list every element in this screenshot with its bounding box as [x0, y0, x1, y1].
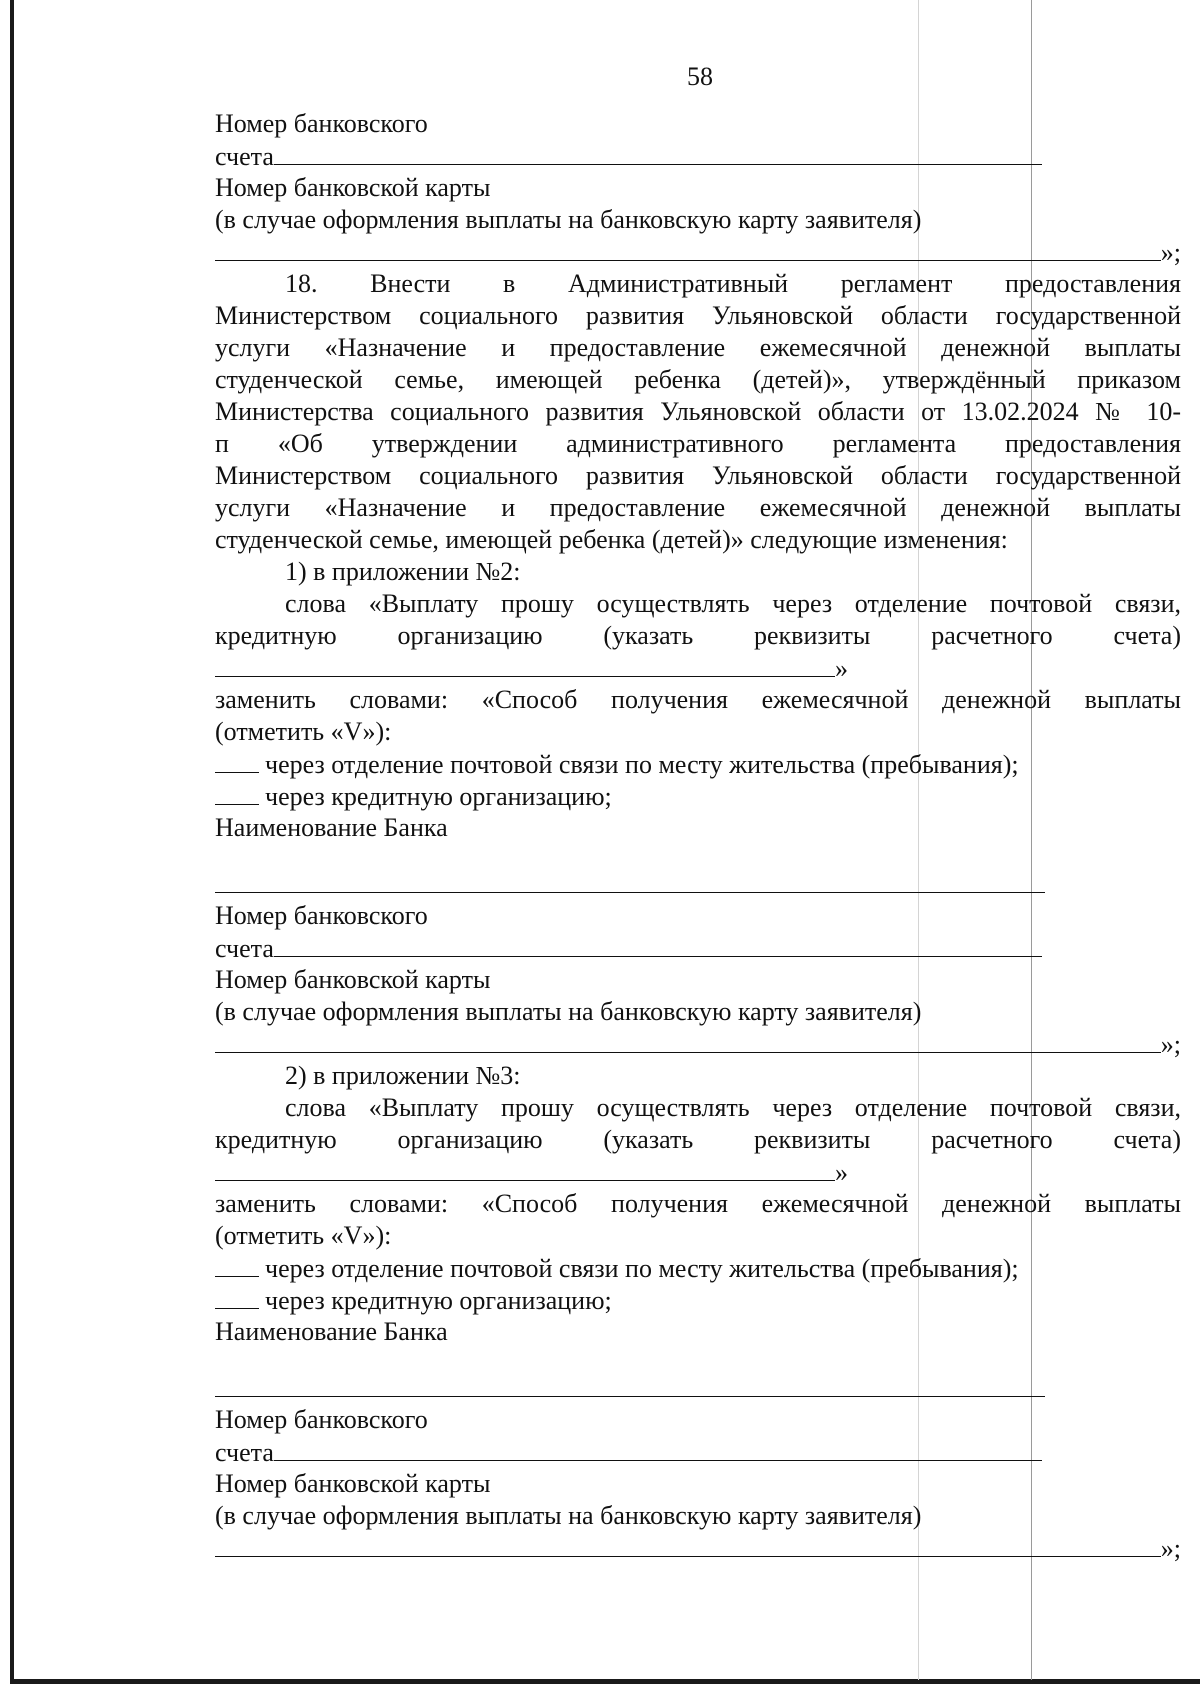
closing-quote: »; — [1160, 238, 1181, 267]
document-body — [215, 108, 1181, 1564]
sub1-replace-line: (отметить «V»): — [215, 717, 392, 746]
sub2-words-line: слова «Выплату прошу осуществлять через отделение почтовой связи, — [285, 1093, 1181, 1122]
card-label: Номер банковской карты — [215, 173, 491, 202]
sub1-card-note: (в случае оформления выплаты на банковскую карту заявителя) — [215, 997, 922, 1026]
sub2-replace-line: заменить словами: «Способ получения ежемесячной денежной выплаты — [215, 1189, 1181, 1218]
account-field-row — [215, 1436, 1181, 1468]
page-number: 58 — [687, 62, 713, 91]
item18-line: Министерством социального развития Ульяновской области государственной — [215, 301, 1181, 330]
option-label: через отделение почтовой связи по месту жительства (пребывания); — [265, 1254, 1019, 1283]
item18-line: студенческой семье, имеющей ребенка (детей)», утверждённый приказом — [215, 365, 1181, 394]
account-blank — [274, 1436, 1042, 1461]
requisites-blank — [215, 652, 835, 677]
account-field-row — [215, 932, 1181, 964]
item18-line: услуги «Назначение и предоставление ежемесячной денежной выплаты — [215, 493, 1181, 522]
quote-close: » — [835, 1158, 848, 1187]
checkbox-blank — [215, 748, 259, 773]
option-label: через отделение почтовой связи по месту жительства (пребывания); — [265, 750, 1019, 779]
account-label: Номер банковского — [215, 109, 428, 138]
card-blank — [215, 236, 1161, 261]
account-blank — [274, 140, 1042, 165]
item18-line: п «Об утверждении административного регламента предоставления — [215, 429, 1181, 458]
card-field-row — [215, 1028, 1181, 1060]
sub2-option-post — [215, 1252, 1181, 1284]
bank-blank — [215, 868, 1045, 893]
item18-line: услуги «Назначение и предоставление ежемесячной денежной выплаты — [215, 333, 1181, 362]
checkbox-blank — [215, 1284, 259, 1309]
closing-quote: »; — [1160, 1030, 1181, 1059]
bank-blank — [215, 1372, 1045, 1397]
sub1-bank-label: Наименование Банка — [215, 813, 448, 842]
bank-field-row — [215, 868, 1181, 900]
sub1-option-credit — [215, 780, 1181, 812]
quote-close: » — [835, 654, 848, 683]
sub2-card-label: Номер банковской карты — [215, 1469, 491, 1498]
option-label: через кредитную организацию; — [265, 1286, 612, 1315]
scan-border-bottom — [10, 1679, 1200, 1684]
item18-line: Министерства социального развития Ульяновской области от 13.02.2024 № 10- — [215, 397, 1181, 426]
sub1-card-label: Номер банковской карты — [215, 965, 491, 994]
requisites-blank — [215, 1156, 835, 1181]
account-word: счета — [215, 142, 274, 171]
sub2-account-label: Номер банковского — [215, 1405, 428, 1434]
account-blank — [274, 932, 1042, 957]
sub2-quote-row — [215, 1156, 1181, 1188]
scan-border-left — [10, 0, 14, 1682]
checkbox-blank — [215, 780, 259, 805]
sub2-card-note: (в случае оформления выплаты на банковскую карту заявителя) — [215, 1501, 922, 1530]
account-field-row — [215, 140, 1181, 172]
sub1-words-line: слова «Выплату прошу осуществлять через отделение почтовой связи, — [285, 589, 1181, 618]
sub1-option-post — [215, 748, 1181, 780]
checkbox-blank — [215, 1252, 259, 1277]
card-field-row — [215, 1532, 1181, 1564]
sub2-bank-label: Наименование Банка — [215, 1317, 448, 1346]
card-note: (в случае оформления выплаты на банковскую карту заявителя) — [215, 205, 922, 234]
sub2-option-credit — [215, 1284, 1181, 1316]
option-label: через кредитную организацию; — [265, 782, 612, 811]
item18-line: студенческой семье, имеющей ребенка (детей)» следующие изменения: — [215, 525, 1008, 554]
sub2-replace-line: (отметить «V»): — [215, 1221, 392, 1250]
sub1-account-label: Номер банковского — [215, 901, 428, 930]
card-field-row — [215, 236, 1181, 268]
sub1-replace-line: заменить словами: «Способ получения ежемесячной денежной выплаты — [215, 685, 1181, 714]
sub2-words-line: кредитную организацию (указать реквизиты расчетного счета) — [215, 1125, 1181, 1154]
item18-line: 18. Внести в Административный регламент предоставления — [285, 269, 1181, 298]
card-blank — [215, 1532, 1161, 1557]
sub1-heading: 1) в приложении №2: — [285, 557, 521, 586]
sub1-words-line: кредитную организацию (указать реквизиты расчетного счета) — [215, 621, 1181, 650]
item18-line: Министерством социального развития Ульяновской области государственной — [215, 461, 1181, 490]
card-blank — [215, 1028, 1161, 1053]
bank-field-row — [215, 1372, 1181, 1404]
closing-quote: »; — [1160, 1534, 1181, 1563]
sub1-quote-row — [215, 652, 1181, 684]
account-word: счета — [215, 934, 274, 963]
account-word: счета — [215, 1438, 274, 1467]
sub2-heading: 2) в приложении №3: — [285, 1061, 521, 1090]
